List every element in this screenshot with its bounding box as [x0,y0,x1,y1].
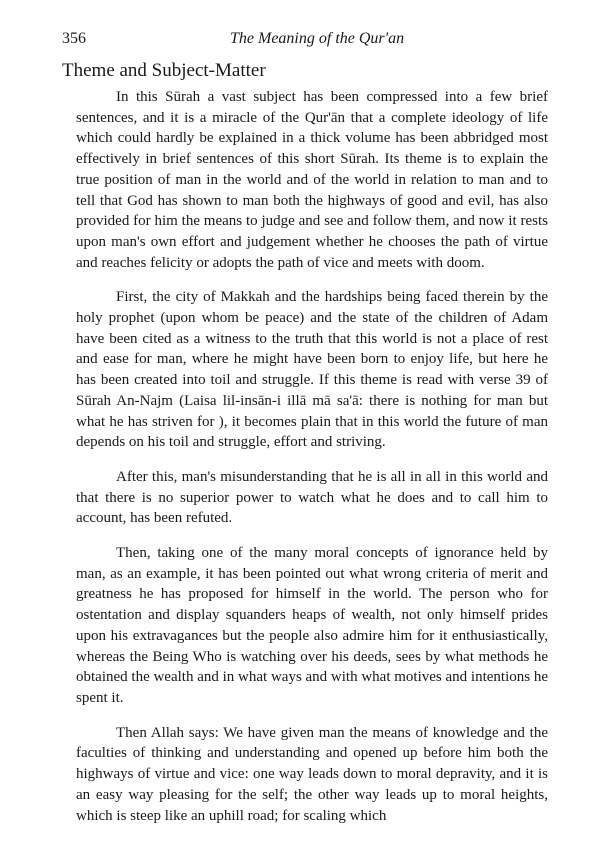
body-text [76,87,548,826]
paragraph: Then Allah says: We have given man the means of knowledge and the faculties of thinking and understanding and opened up before him both the highways of virtue and vice: one way leads down to moral depravity, and it is an easy way pleasing for the self; the other way leads up to moral heights, which is steep like an uphill road; for scaling which [76,724,548,824]
running-head [62,30,546,50]
paragraph: First, the city of Makkah and the hardships being faced therein by the holy prophet (upon whom be peace) and the state of the children of Adam have been cited as a witness to the truth that this world is not a place of rest and ease for man, where he might have been born to enjoy life, but here he has been created into toil and struggle. If this theme is read with verse 39 of Sūrah An-Najm (Laisa lil-insān-i illā mā sa'ā: there is nothing for man but what he has striven for ), it becomes plain that in this world the future of man depends on his toil and struggle, effort and striving. [76,289,548,451]
section-heading: Theme and Subject-Matter [62,60,266,81]
paragraph: In this Sūrah a vast subject has been compressed into a few brief sentences, and it is a miracle of the Qur'ān that a complete ideology of life which could hardly be explained in a thick volume has been abbridged most effectively in brief sentences of this short Sūrah. Its theme is to explain the true position of man in the world and of the world in relation to man and to tell that God has shown to man both the highways of good and evil, has also provided for him the means to judge and see and follow them, and now it rests upon man's own effort and judgement whether he chooses the path of virtue and reaches felicity or adopts the path of vice and meets with doom. [76,89,548,271]
paragraph: After this, man's misunderstanding that he is all in all in this world and that there is no superior power to watch what he does and to call him to account, has been refuted. [76,468,548,527]
paragraph: Then, taking one of the many moral concepts of ignorance held by man, as an example, it has been pointed out what wrong criteria of merit and greatness he has proposed for himself in the world. The person who for ostentation and display squanders heaps of wealth, not only himself prides upon his extravagances but the people also admire him for it enthusiastically, whereas the Being Who is watching over his deeds, sees by what methods he obtained the wealth and in what ways and with what motives and intentions he spent it. [76,545,548,706]
page-number: 356 [62,30,86,47]
book-title: The Meaning of the Qur'an [230,30,405,47]
